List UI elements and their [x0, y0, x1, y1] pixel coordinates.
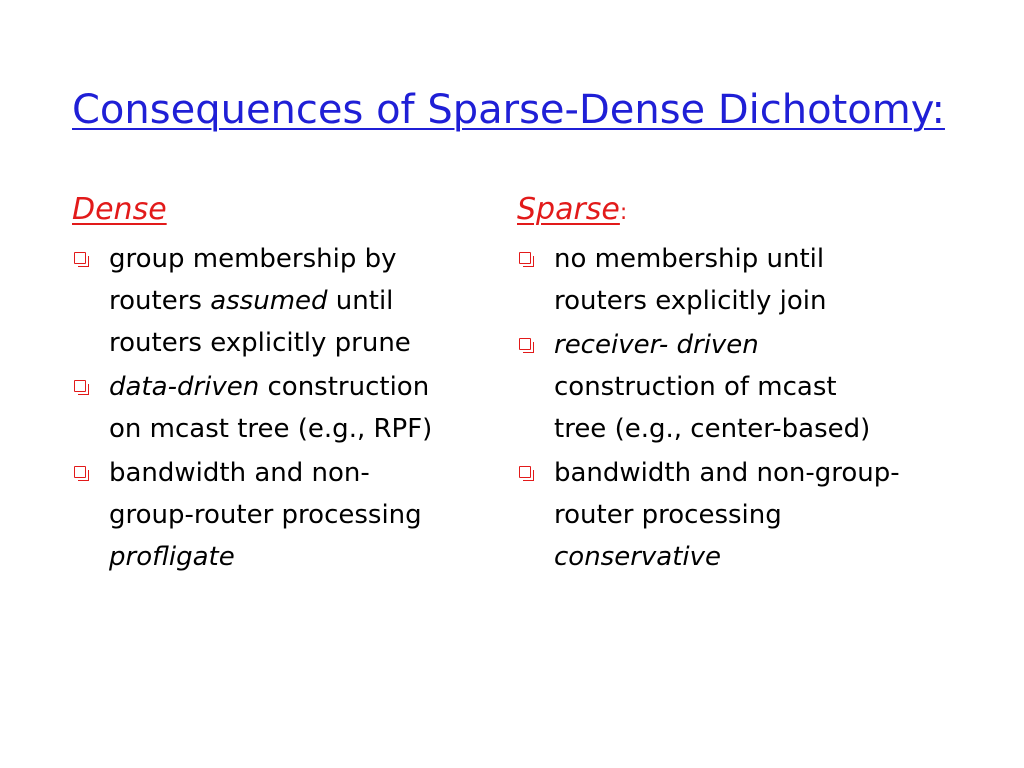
- hollow-square-bullet-icon: [74, 252, 86, 264]
- sparse-heading-text: Sparse: [517, 192, 620, 227]
- list-item: [517, 452, 1007, 578]
- list-item-line: routers explicitly prune: [109, 328, 411, 358]
- list-item-line: routers explicitly join: [554, 286, 827, 316]
- list-item-line: on mcast tree (e.g., RPF): [109, 414, 433, 444]
- hollow-square-bullet-icon: [519, 466, 531, 478]
- list-item-line: routers assumed until: [109, 286, 394, 316]
- dense-heading: [72, 190, 512, 233]
- list-item-line: router processing: [554, 500, 782, 530]
- list-item: [517, 324, 1007, 450]
- list-item-line: receiver- driven: [554, 330, 759, 360]
- list-item-line: profligate: [109, 542, 235, 572]
- list-item-line: bandwidth and non-: [109, 458, 370, 488]
- hollow-square-bullet-icon: [519, 338, 531, 350]
- dense-bullet-list: [72, 238, 512, 578]
- list-item-line: bandwidth and non-group-: [554, 458, 900, 488]
- list-item-line: tree (e.g., center-based): [554, 414, 871, 444]
- list-item-line: conservative: [554, 542, 722, 572]
- hollow-square-bullet-icon: [519, 252, 531, 264]
- list-item: [72, 452, 512, 578]
- hollow-square-bullet-icon: [74, 380, 86, 392]
- list-item: [72, 238, 512, 364]
- list-item-line: group membership by: [109, 244, 397, 274]
- list-item-line: group-router processing: [109, 500, 422, 530]
- sparse-bullet-list: [517, 238, 1007, 578]
- list-item: [72, 366, 512, 450]
- sparse-heading-suffix: :: [619, 200, 628, 225]
- sparse-column: [517, 190, 1007, 580]
- list-item-line: construction of mcast: [554, 372, 837, 402]
- slide-title: Consequences of Sparse-Dense Dichotomy:: [72, 87, 945, 133]
- hollow-square-bullet-icon: [74, 466, 86, 478]
- list-item-line: no membership until: [554, 244, 825, 274]
- dense-heading-text: Dense: [72, 192, 167, 227]
- list-item-line: data-driven construction: [109, 372, 430, 402]
- dense-column: [72, 190, 512, 580]
- sparse-heading: [517, 190, 1007, 233]
- list-item: [517, 238, 1007, 322]
